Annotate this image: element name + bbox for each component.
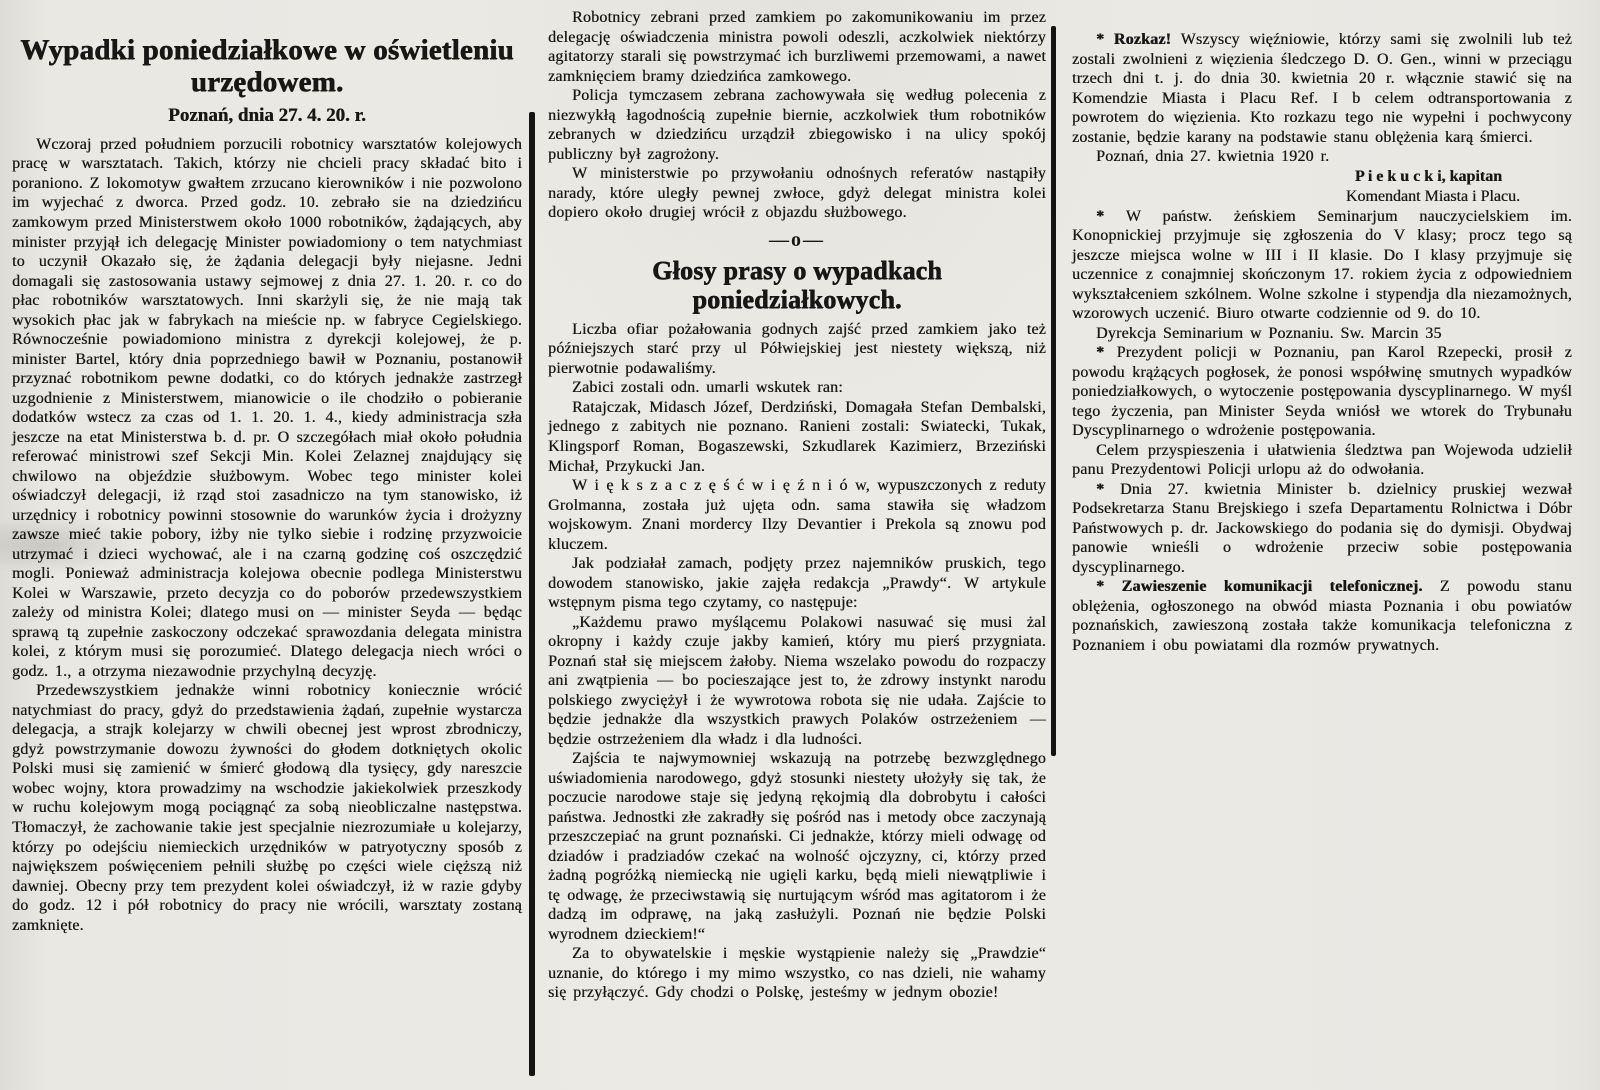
notice-rozkaz-dateline: Poznań, dnia 27. kwietnia 1920 r. [1096, 148, 1330, 166]
column-divider-1 [529, 112, 535, 1076]
notice-text: Dnia 27. kwietnia Minister b. dzielnicy pruskiej wezwał Podsekretarza Stanu Brejskiego i szefa Departamentu Rolnictwa i Dóbr Państwowych p. dr. Jackowskiego do podania się do dymisji. Obydwaj panowie wnieśli o wdrożenie przeciw sobie postępowania dyscyplinarnego. [1072, 480, 1572, 576]
notice-lead: * Rozkaz! [1096, 31, 1172, 48]
article1-paragraph: Wczoraj przed południem porzucili robotnicy warsztatów kolejowych pracę w warsztatach. Takich, którzy nie chcieli pracy składać bito i poraniono. Z lokomotyw gwałtem zrzucano kierowników i nie pozwolono im wyjechać z dworca. Przed godz. 10. zebrało sie na dziedzińcu zamkowym przed Ministerstwem około 1000 robotników, żądających, aby minister przyjął ich delegację Minister powiadomiony o tem natychmiast to uczynił Okazało się, że żądania delegacji były niejasne. Jedni domagali się zastosowania ustawy sejmowej z dnia 27. 1. 20. r. co do płac robotników warsztatowych. Inni skarżyli się, że nie mają tak wysokich płac jak w fabrykach na mieście np. w fabryce Cegielskiego. Równocześnie powiadomiono ministra z dyrekcji kolejowej, że p. minister Bartel, który dnia poprzedniego bawił w Poznaniu, postanowił przyznać robotnikom pewne dodatki, co do których jednakże zastrzegł uzgodnienie z Ministerstwem, mianowicie o ile chodziło o pobieranie dodatków wstecz za czas od 1. 1. 20. 1. 4., kiedy administracja szła jeszcze na etat Ministerstwa b. d. pr. O szczegółach miał około południa referować ministrowi szef Sekcji Min. Kolei Zelaznej znajdujący się chwilowo na objeździe służbowym. Wobec tego minister kolei oświadczył delegacji, iż rząd stoi zasadniczo na tym stanowisko, iż urzędnicy i robotnicy powinni stosownie do warunków życia i drożyzny zawsze mieć takie pobory, iżby nie tylko siebie i rodzinę przyzwoicie utrzymać i dzieci wychować, ale i na czarną godzinę coś oszczędzić mogli. Ponieważ administracja kolejowa obecnie podlega Ministerstwu Kolei w Warszawie, przeto decyzja co do poborów przedewszystkiem zależy od ministra Kolei; dlatego musi on — minister Seyda — będąc sprawą tą zupełnie zaskoczony odczekać sprawozdania delegata ministra kolei, z którym musi się porozumieć. Dlatego delegacja niech wróci o godz. 1., a otrzyma niezawodnie przychylną decyzję. [12, 135, 522, 680]
article1-paragraph: Robotnicy zebrani przed zamkiem po zakomunikowaniu im przez delegację oświadczenia ministra powoli odeszli, aczkolwiek niektórzy agitatorzy starali się powstrzymać ich burzliwemi przemowami, a nawet zamknięciem bramy dziedzińca zamkowego. [548, 9, 1046, 85]
article1-paragraph: Policja tymczasem zebrana zachowywała się według polecenia z niezwykłą łagodnością zupełnie biernie, aczkolwiek tłum robotników zebranych w dziedzińcu urządził zbiegowisko i na ulicy spokój publiczny był zagrożony. [548, 87, 1046, 163]
notice-seminarjum [1072, 207, 1572, 324]
notice-prezydent-policji-followup: Celem przyspieszenia i ułatwienia śledztwa pan Wojewoda udzielił panu Prezydentowi Policji urlopu aż do odwołania. [1072, 441, 1572, 479]
column-3 [1072, 30, 1572, 655]
notice-text: Prezydent policji w Poznaniu, pan Karol Rzepecki, prosił z powodu krążących pogłosek, że ponosi współwinę smutnych wypadków poniedziałkowych, o wytoczenie postępowania dyscyplinarnego. W myśl tego życzenia, pan Minister Seyda wniósł we wtorek do Trybunału Dyscyplinarnego o wdrożenie postępowania. [1072, 344, 1572, 440]
column-1 [12, 34, 522, 935]
notice-text: Z powodu stanu oblężenia, ogłoszonego na obwód miasta Poznania i obu powiatów poznańskich, zawieszoną została także komunikacja telefoniczna z Poznaniem i obu powiatami dla rozmów prywatnych. [1072, 578, 1573, 654]
notice-text: Wszyscy więźniowie, którzy sami się zwolnili lub też zostali zwolnieni z więzienia śledczego D. O. Gen., winni w przeciągu trzech dni t. j. do dnia 30. kwietnia 20 r. włącznie stawić się na Komendzie Miasta i Placu Ref. I b celem odtransportowania z powrotem do więzienia. Kto rozkazu tego nie wypełni i pochwycony zostanie, będzie karany na podstawie stanu oblężenia karą śmierci. [1072, 31, 1572, 146]
article2-paragraph: Liczba ofiar pożałowania godnych zajść przed zamkiem jako też późniejszych starć przy ul Półwiejskiej jest niestety większą, niż pierwotnie podawaliśmy. [548, 320, 1046, 377]
article2-paragraph: „Każdemu prawo myślącemu Polakowi nasuwać się musi żal okropny i każdy czuje jakby kamień, który mu pierś przygniata. Poznań stał się miejscem żałoby. Niema wszelako powodu do rozpaczy ani zwątpienia — bo pocieszające jest to, że zdrowy instynkt narodu polskiego zwyciężył i że wywrotowa robota się nie udała. Zajście to będzie jednakże dla wszystkich prawych Polaków ostrzeżeniem — będzie ostrzeżeniem dla władz i dla ludności. [548, 613, 1046, 748]
notice-seminarjum-address: Dyrekcja Seminarium w Poznaniu. Sw. Marcin 35 [1096, 324, 1442, 342]
notice-dymisje [1072, 480, 1572, 578]
article2-headline: Głosy prasy o wypadkach poniedziałkowych. [652, 255, 942, 314]
notice-rozkaz [1072, 30, 1572, 147]
section-divider-ornament: —o— [769, 228, 825, 251]
notice-text: W państw. żeńskiem Seminarjum nauczycielskiem im. Konopnickiej przyjmuje się zgłoszenia do V klasy; procz tego są jeszcze miejsca wolne w III i II klasie. Do I klasy przyjmuje się uczennice z conajmniej skończonym 17. rokiem życia z odpowiedniem wykształceniem szkólnem. Wolne szkolne i stypendja dla niezamożnych, wzorowych uczenić. Biuro otwarte codziennie od 9. do 10. [1072, 207, 1572, 323]
signature-name: P i e k u c k i, kapitan [1354, 167, 1502, 185]
article2-paragraph: Jak podziałał zamach, podjęty przez najemników pruskich, tego dowodem stanowisko, jakie zajęła redakcja „Prawdy“. W artykule wstępnym pisma tego czytamy, co następuje: [548, 555, 1046, 612]
notice-lead: * Zawieszenie komunikacji telefonicznej. [1096, 578, 1423, 596]
notice-prezydent-policji [1072, 343, 1572, 441]
signature-title: Komendant Miasta i Placu. [1345, 187, 1520, 205]
notice-telefony [1072, 577, 1572, 655]
article2-paragraph: Ratajczak, Midasch Józef, Derdziński, Domagała Stefan Dembalski, jednego z zabitych nie poznano. Ranieni zostali: Swiatecki, Tukak, Klingsporf Roman, Bogaszewski, Szkudlarek Kazimierz, Brzeziński Michał, Przykucki Jan. [548, 398, 1046, 475]
article1-dateline: Poznań, dnia 27. 4. 20. r. [168, 104, 366, 126]
article2-paragraph: W i ę k s z a c z ę ś ć w i ę ź n i ó w, wypuszczonych z reduty Grolmanna, została już ujęta odn. sama stawiła się władzom wojskowym. Znani mordercy Ilzy Devantier i Prekola są znowu pod kluczem. [548, 477, 1046, 553]
article2-paragraph: Za to obywatelskie i męskie wystąpienie należy się „Prawdzie“ uznanie, do którego i my mimo wszystko, co nas dzieli, nie wahamy się przyłączyć. Gdy chodzi o Polskę, jesteśmy w jednym obozie! [548, 945, 1046, 1002]
article2-paragraph: Zajścia te najwymowniej wskazują na potrzebę bezwzględnego uświadomienia narodowego, gdyż stosunki niestety ułożyły się tak, że poczucie narodowe staje się jedyną rękojmią dla dobrobytu i całości państwa. Jednostki złe zakradły się pośród nas i metody obce zaczynają przeszczepiać na grunt poznański. Ci jednakże, którzy mieli odwagę od dziadów i pradziadów czekać na wolność ojczyzny, ci, którzy przed żadną pogróżką niemiecką nie ugięli karku, będą mieli niewątpliwie i tę odwagę, że przeciwstawią się nurtującym wśród mas agitatorom i że dadzą im odprawę, na jaką zasłużyli. Poznań nie będzie Polski wyrodnem dzieckiem!“ [548, 750, 1046, 943]
notice-lead: * [1096, 344, 1105, 362]
column-2 [548, 8, 1046, 1003]
notice-lead: * [1096, 207, 1105, 225]
article2-paragraph: Zabici zostali odn. umarli wskutek ran: [572, 379, 843, 397]
article1-paragraph: Przedewszystkiem jednakże winni robotnicy koniecznie wrócić natychmiast do pracy, gdyż do przedstawienia żądań, zupełnie wystarcza delegacja, a strajk kolejarzy w chwili obecnej jest wprost zbrodniczy, gdyż powstrzymanie dowozu żywności do głodem dotkniętych okolic Polski musi się zamienić w śmierć głodową dla tysięcy, gdy nareszcie wobec wojny, ktora prowadzimy na wschodzie jakiekolwiek przeszkody w ruchu kolejowym mogą pociągnąć za sobą nieobliczalne następstwa. Tłomaczył, że zachowanie takie jest specjalnie niezrozumiałe u kolejarzy, którzy po odejściu niemieckich urzędników w patryotyczny sposób z największem poświęceniem pełnili służbę po części wiele cięższą niż dawniej. Obecny przy tem prezydent kolei oświadczył, iż w razie gdyby do godz. 12 i pół robotnicy do pracy nie wrócili, warsztaty zostaną zamknięte. [12, 682, 522, 934]
article1-headline: Wypadki poniedziałkowe w oświetleniu urzędowem. [20, 34, 514, 99]
notice-lead: * [1096, 480, 1105, 498]
article1-paragraph: W ministerstwie po przywołaniu odnośnych referatów nastąpiły narady, które uległy pewnej zwłoce, gdyż delegat ministra kolei dopiero około drugiej wrócił z objazdu służbowego. [548, 165, 1046, 222]
column-divider-2 [1051, 26, 1056, 756]
